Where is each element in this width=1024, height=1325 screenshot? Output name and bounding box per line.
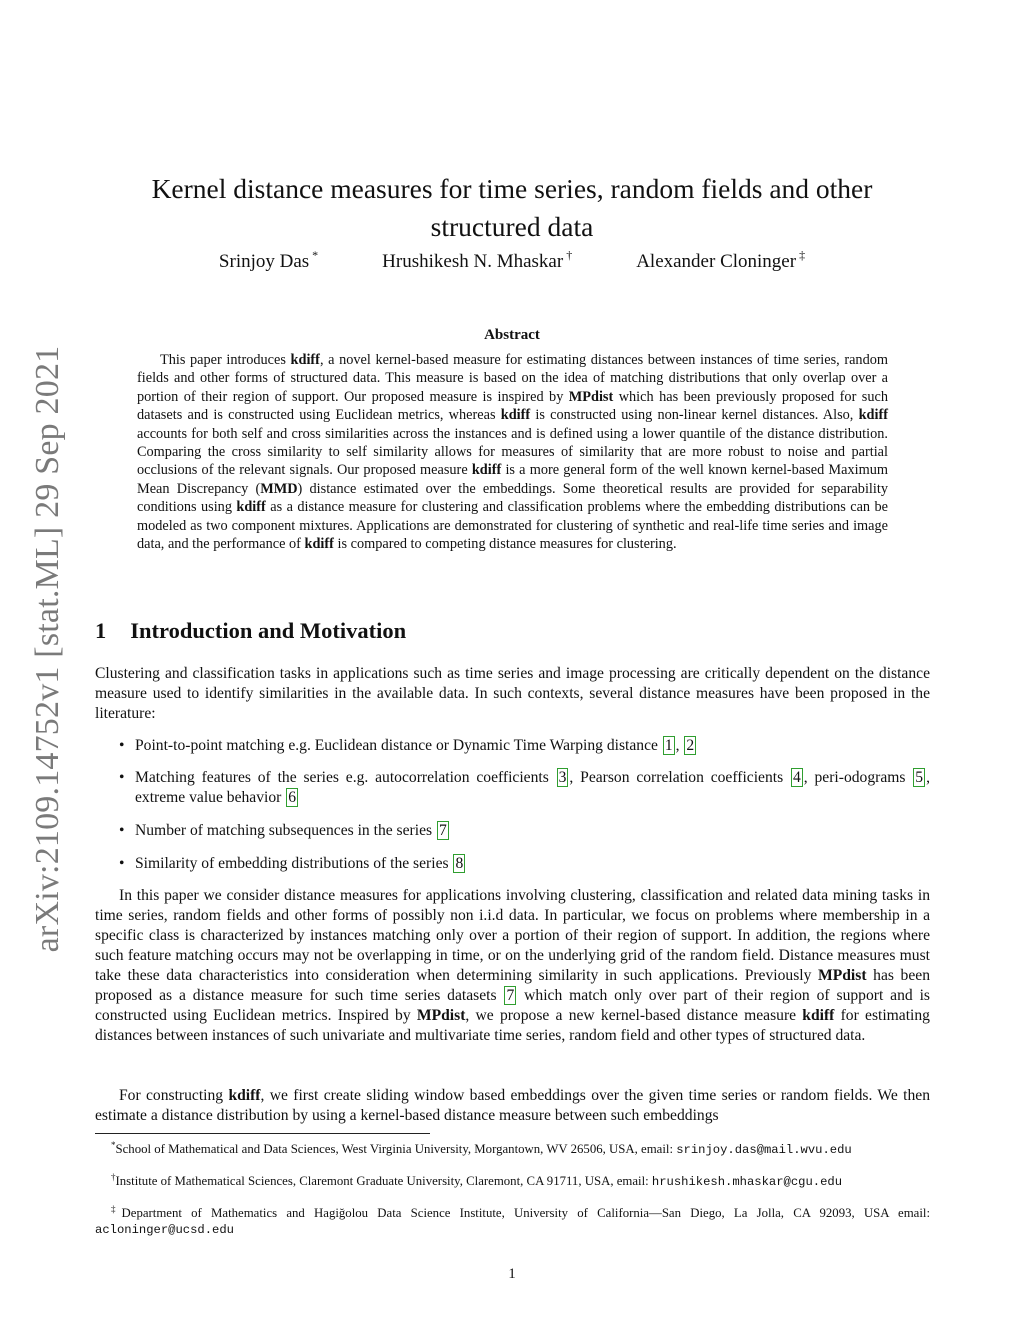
author-cloninger: Alexander Cloninger ‡ <box>636 248 806 272</box>
list-item: • Point-to-point matching e.g. Euclidean distance or Dynamic Time Warping distance 1 , 2 <box>119 737 695 754</box>
email-link[interactable]: hrushikesh.mhaskar@cgu.edu <box>651 1175 843 1189</box>
footnote-das: *School of Mathematical and Data Sciences, West Virginia University, Morgantown, WV 26506, USA, email: srinjoy.das@mail.wvu.edu <box>111 1140 852 1157</box>
list-item: • Similarity of embedding distributions of the series 8 <box>119 855 464 872</box>
citation-link[interactable]: 5 <box>915 769 924 786</box>
citation-link[interactable]: 7 <box>506 987 515 1004</box>
paper-title-line2: structured data <box>430 211 594 243</box>
arxiv-sidebar <box>8 334 88 964</box>
intro-paragraph: Clustering and classification tasks in applications such as time series and image processing are critically dependent on the distance measure used to identify similarities in the available data. In such contexts, several distance measures have been proposed in the literature: <box>95 665 930 722</box>
citation-link[interactable]: 6 <box>288 789 297 806</box>
paper-title <box>100 170 924 246</box>
list-item: • Number of matching subsequences in the series 7 <box>119 822 447 839</box>
section-title-text: Introduction and Motivation <box>130 618 407 643</box>
email-link[interactable]: acloninger@ucsd.edu <box>95 1223 234 1238</box>
arxiv-identifier: arXiv:2109.14752v1 [stat.ML] 29 Sep 2021 <box>29 345 66 953</box>
author-list <box>100 248 924 273</box>
body-paragraph-2: In this paper we consider distance measures for applications involving clustering, classification and related data mining tasks in time series, random fields and other forms of possibly non i.i.d data. In particular, we focus on problems where membership in a specific class is characterized by instances matching only over a portion of their region of support. In addition, the regions where such feature matching occurs may not be overlapping in time, or on the underlying grid of the random field. Distance measures must take these data characteristics into consideration when determining similarity in such applications. Previously MPdist has been proposed as a distance measure for such time series datasets 7 which match only over part of their region of support and is constructed using Euclidean metrics. Inspired by MPdist, we propose a new kernel-based distance measure kdiff for estimating distances between instances of such univariate and multivariate time series, random field and other types of structured data. <box>95 887 930 1044</box>
footnote-mhaskar: †Institute of Mathematical Sciences, Claremont Graduate University, Claremont, CA 91711, USA, email: hrushikesh.mhaskar@cgu.edu <box>111 1172 843 1189</box>
footnote-cloninger: ‡Department of Mathematics and Hagiğolou Data Science Institute, University of California—San Diego, La Jolla, CA 92093, USA email: acloninger@ucsd.edu <box>95 1204 931 1238</box>
author-mhaskar: Hrushikesh N. Mhaskar † <box>382 248 573 272</box>
paper-title-line1: Kernel distance measures for time series, random fields and other <box>151 173 873 205</box>
abstract-text: This paper introduces kdiff, a novel kernel-based measure for estimating distances between instances of time series, random fields and other forms of structured data. This measure is based on the idea of matching distributions that only overlap over a portion of their region of support. Our proposed measure is inspired by MPdist which has been previously proposed for such datasets and is constructed using Euclidean metrics, whereas kdiff is constructed using non-linear kernel distances. Also, kdiff accounts for both self and cross similarities across the instances and is defined using a lower quantile of the distance distribution. Comparing the cross similarity to self similarity allows for measures of similarity that are more robust to noise and partial occlusions of the relevant signals. Our proposed measure kdiff is a more general form of the well known kernel-based Maximum Mean Discrepancy (MMD) distance estimated over the embeddings. Some theoretical results are provided for separability conditions using kdiff as a distance measure for clustering and classification problems where the embedding distributions can be modeled as two component mixtures. Applications are demonstrated for clustering of synthetic and real-life time series and image data, and the performance of kdiff is compared to competing distance measures for clustering. <box>137 352 888 553</box>
bullet-icon: • <box>119 737 125 754</box>
footnote-rule <box>95 1133 430 1134</box>
citation-link[interactable]: 8 <box>455 855 464 872</box>
bullet-icon: • <box>119 769 125 786</box>
list-item: • Matching features of the series e.g. autocorrelation coefficients 3 , Pearson correlation coefficients 4 , peri-odograms 5 , extreme value behavior 6 <box>119 769 930 806</box>
section-number: 1 <box>95 618 107 643</box>
bullet-icon: • <box>119 822 125 839</box>
citation-link[interactable]: 7 <box>438 822 447 839</box>
page-number: 1 <box>508 1266 516 1282</box>
citation-link[interactable]: 3 <box>558 769 567 786</box>
citation-link[interactable]: 2 <box>686 737 695 754</box>
citation-link[interactable]: 4 <box>792 769 801 786</box>
section-heading <box>95 618 406 644</box>
email-link[interactable]: srinjoy.das@mail.wvu.edu <box>676 1143 852 1157</box>
body-paragraph-3: For constructing kdiff, we first create sliding window based embeddings over the given time series or random fields. We then estimate a distance distribution by using a kernel-based distance measure between such embeddings <box>95 1087 931 1124</box>
bullet-icon: • <box>119 855 125 872</box>
author-das: Srinjoy Das * <box>218 248 319 272</box>
abstract-heading: Abstract <box>484 327 540 343</box>
citation-link[interactable]: 1 <box>664 737 673 754</box>
